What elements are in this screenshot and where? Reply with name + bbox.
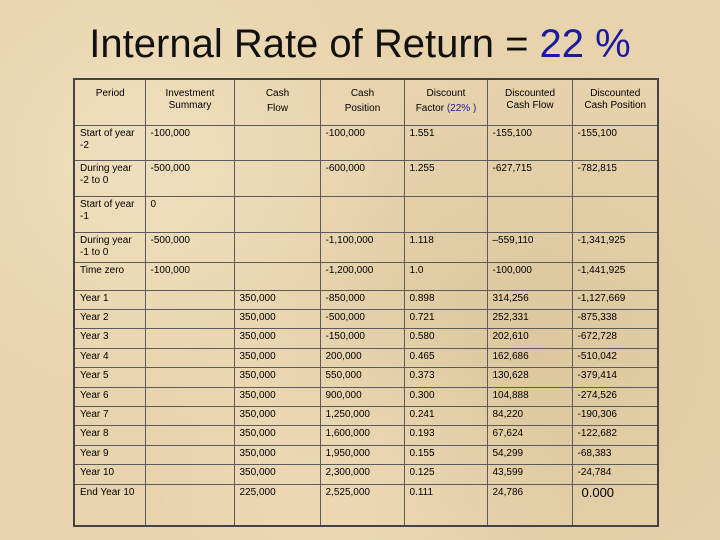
cell-discounted-cash-position [572, 196, 658, 232]
cell-discount-factor: 0.300 [404, 387, 487, 406]
title-text: Internal Rate of Return = [89, 22, 540, 66]
cell-period: Year 5 [74, 367, 145, 387]
cell-discounted-cash-flow: 54,299 [487, 445, 572, 464]
cell-discounted-cash-position: -672,728 [572, 328, 658, 348]
cell-discounted-cash-position: -122,682 [572, 425, 658, 445]
cell-discounted-cash-flow [487, 196, 572, 232]
cell-cash-position: 2,300,000 [320, 464, 404, 484]
cell-cash-position: -850,000 [320, 290, 404, 309]
cell-discounted-cash-position: -1,127,669 [572, 290, 658, 309]
cell-investment-summary [145, 406, 234, 425]
cell-cash-flow: 350,000 [234, 425, 320, 445]
title-rate: 22 % [539, 22, 631, 66]
cell-discounted-cash-flow: 104,888 [487, 387, 572, 406]
page-title [0, 22, 720, 67]
cell-discounted-cash-flow: 43,599 [487, 464, 572, 484]
cell-investment-summary [145, 348, 234, 367]
cell-discounted-cash-flow: 24,786 [487, 484, 572, 526]
cell-discounted-cash-flow: -627,715 [487, 160, 572, 196]
cell-cash-flow: 350,000 [234, 290, 320, 309]
cell-discounted-cash-position: -379,414 [572, 367, 658, 387]
cell-period: Year 9 [74, 445, 145, 464]
cell-cash-position: 900,000 [320, 387, 404, 406]
cell-period: End Year 10 [74, 484, 145, 526]
cell-cash-flow: 350,000 [234, 387, 320, 406]
table-row [74, 484, 658, 526]
table-row [74, 328, 658, 348]
cell-investment-summary: -500,000 [145, 160, 234, 196]
cell-cash-flow: 225,000 [234, 484, 320, 526]
cell-investment-summary: 0 [145, 196, 234, 232]
cell-investment-summary [145, 387, 234, 406]
cell-discounted-cash-position: -1,441,925 [572, 262, 658, 290]
cell-discounted-cash-flow: 130,628 [487, 367, 572, 387]
table-row [74, 406, 658, 425]
cell-investment-summary [145, 484, 234, 526]
header-cash-position: Cash Position [320, 79, 404, 125]
cell-investment-summary: -100,000 [145, 262, 234, 290]
cell-discount-factor: 0.580 [404, 328, 487, 348]
header-discount-factor: Discount Factor (22% ) [404, 79, 487, 125]
table-row [74, 125, 658, 160]
cell-discount-factor: 0.373 [404, 367, 487, 387]
table-row [74, 445, 658, 464]
header-investment-summary: Investment Summary [145, 79, 234, 125]
cell-discounted-cash-flow: 67,624 [487, 425, 572, 445]
cell-discounted-cash-flow: 162,686 [487, 348, 572, 367]
cell-period: Year 4 [74, 348, 145, 367]
cell-discounted-cash-position: -1,341,925 [572, 232, 658, 262]
cell-cash-position [320, 196, 404, 232]
cell-cash-position: -600,000 [320, 160, 404, 196]
cell-cash-flow [234, 232, 320, 262]
cell-discounted-cash-position: -274,526 [572, 387, 658, 406]
cell-cash-flow: 350,000 [234, 406, 320, 425]
table-row [74, 262, 658, 290]
cell-discounted-cash-position: -68,383 [572, 445, 658, 464]
cell-period: During year -1 to 0 [74, 232, 145, 262]
cell-cash-position: -100,000 [320, 125, 404, 160]
cell-cash-position: -1,100,000 [320, 232, 404, 262]
cell-discounted-cash-flow: 314,256 [487, 290, 572, 309]
cell-period: Year 10 [74, 464, 145, 484]
cell-discount-factor: 1.255 [404, 160, 487, 196]
cell-period: Year 3 [74, 328, 145, 348]
cell-discounted-cash-position: -155,100 [572, 125, 658, 160]
cell-cash-flow: 350,000 [234, 348, 320, 367]
cell-cash-position: 2,525,000 [320, 484, 404, 526]
cell-period: Year 2 [74, 309, 145, 328]
cell-discount-factor: 1.0 [404, 262, 487, 290]
header-row [74, 79, 658, 125]
cell-discount-factor: 0.721 [404, 309, 487, 328]
cell-period: Start of year -2 [74, 125, 145, 160]
cell-discount-factor: 0.193 [404, 425, 487, 445]
cell-discount-factor: 1.551 [404, 125, 487, 160]
irr-table [73, 78, 659, 527]
cell-investment-summary: -500,000 [145, 232, 234, 262]
cell-discount-factor: 0.111 [404, 484, 487, 526]
cell-discounted-cash-flow: 252,331 [487, 309, 572, 328]
cell-investment-summary [145, 290, 234, 309]
cell-period: Year 7 [74, 406, 145, 425]
cell-cash-position: -150,000 [320, 328, 404, 348]
table-row [74, 464, 658, 484]
cell-discounted-cash-position: -510,042 [572, 348, 658, 367]
cell-discount-factor: 0.125 [404, 464, 487, 484]
cell-discounted-cash-flow: -155,100 [487, 125, 572, 160]
cell-discount-factor: 1.118 [404, 232, 487, 262]
cell-discounted-cash-flow: 84,220 [487, 406, 572, 425]
cell-discount-factor: 0.241 [404, 406, 487, 425]
cell-discounted-cash-position: 0.000 [572, 484, 658, 526]
table-row [74, 348, 658, 367]
cell-period: During year -2 to 0 [74, 160, 145, 196]
cell-period: Year 8 [74, 425, 145, 445]
cell-cash-position: -1,200,000 [320, 262, 404, 290]
cell-cash-position: 550,000 [320, 367, 404, 387]
cell-period: Year 6 [74, 387, 145, 406]
cell-discounted-cash-position: -24,784 [572, 464, 658, 484]
cell-cash-position: 1,250,000 [320, 406, 404, 425]
cell-investment-summary [145, 309, 234, 328]
table-row [74, 232, 658, 262]
table-row [74, 387, 658, 406]
header-cash-flow: Cash Flow [234, 79, 320, 125]
table-row [74, 290, 658, 309]
cell-investment-summary [145, 445, 234, 464]
table-row [74, 425, 658, 445]
cell-cash-position: -500,000 [320, 309, 404, 328]
cell-period: Year 1 [74, 290, 145, 309]
cell-investment-summary [145, 367, 234, 387]
cell-investment-summary [145, 328, 234, 348]
cell-discount-factor: 0.155 [404, 445, 487, 464]
cell-cash-position: 200,000 [320, 348, 404, 367]
cell-discount-factor [404, 196, 487, 232]
cell-discounted-cash-flow: –559,110 [487, 232, 572, 262]
cell-cash-flow [234, 196, 320, 232]
cell-discount-factor: 0.465 [404, 348, 487, 367]
cell-cash-position: 1,600,000 [320, 425, 404, 445]
cell-investment-summary [145, 425, 234, 445]
cell-cash-flow: 350,000 [234, 328, 320, 348]
cell-cash-flow: 350,000 [234, 367, 320, 387]
table-row [74, 196, 658, 232]
cell-period: Start of year -1 [74, 196, 145, 232]
cell-cash-flow [234, 125, 320, 160]
table-row [74, 367, 658, 387]
cell-period: Time zero [74, 262, 145, 290]
cell-cash-flow [234, 262, 320, 290]
header-period: Period [74, 79, 145, 125]
cell-cash-flow: 350,000 [234, 309, 320, 328]
header-discounted-cash-position: Discounted Cash Position [572, 79, 658, 125]
table-row [74, 309, 658, 328]
cell-discounted-cash-position: -782,815 [572, 160, 658, 196]
table-row [74, 160, 658, 196]
cell-cash-flow [234, 160, 320, 196]
cell-investment-summary [145, 464, 234, 484]
cell-investment-summary: -100,000 [145, 125, 234, 160]
cell-discount-factor: 0.898 [404, 290, 487, 309]
cell-discounted-cash-position: -875,338 [572, 309, 658, 328]
cell-cash-flow: 350,000 [234, 445, 320, 464]
header-discounted-cash-flow: Discounted Cash Flow [487, 79, 572, 125]
cell-cash-position: 1,950,000 [320, 445, 404, 464]
cell-discounted-cash-flow: 202,610 [487, 328, 572, 348]
cell-discounted-cash-position: -190,306 [572, 406, 658, 425]
cell-cash-flow: 350,000 [234, 464, 320, 484]
cell-discounted-cash-flow: -100,000 [487, 262, 572, 290]
